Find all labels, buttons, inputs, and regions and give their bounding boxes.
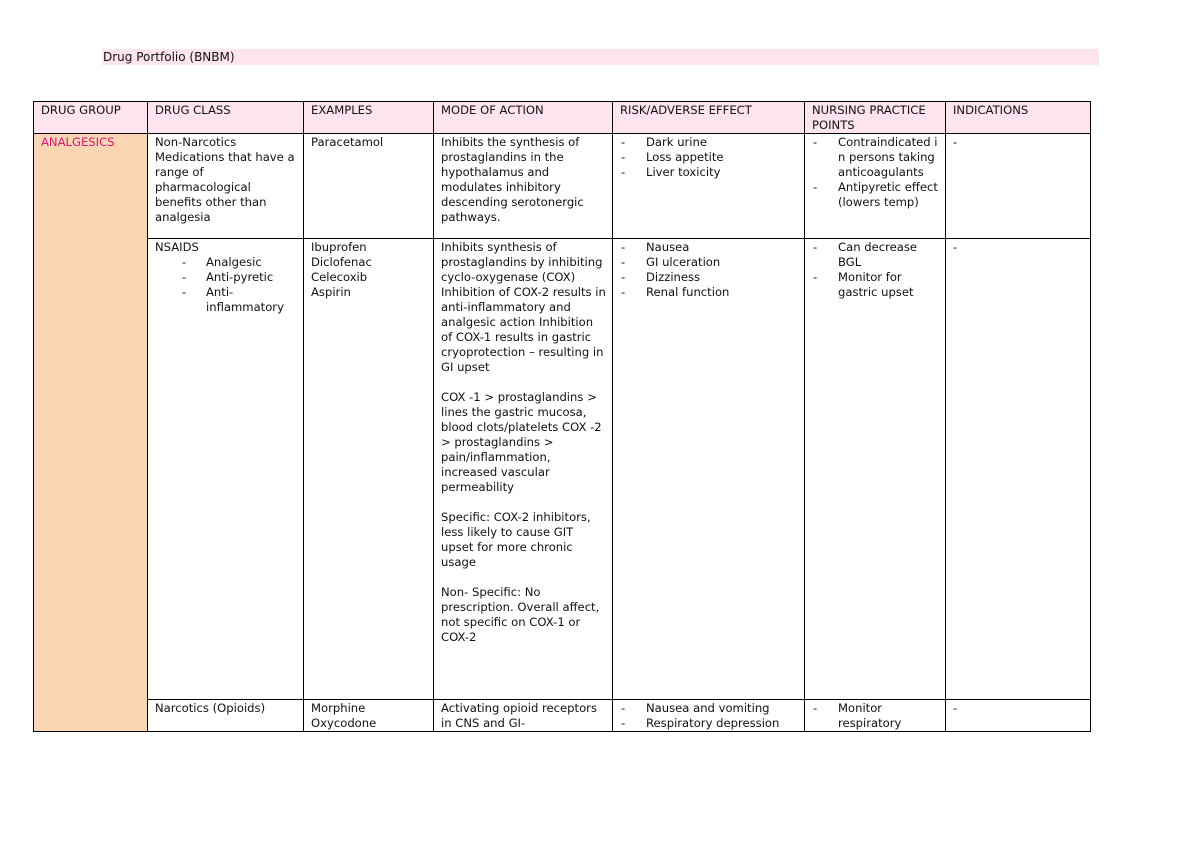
risk-item: - Dark urine [620, 135, 798, 150]
table-row [34, 239, 1091, 700]
risk-list [620, 701, 798, 731]
drug-class-text: Non-Narcotics Medications that have a range of pharmacological benefits other than analgesia [155, 135, 295, 224]
indications-text: - [953, 701, 958, 715]
table-row [34, 134, 1091, 239]
nursing-item: - Can decrease BGL [812, 240, 939, 270]
mode-of-action-cell [434, 239, 613, 700]
mode-of-action-text: Activating opioid receptors in CNS and GI- [441, 701, 597, 730]
risk-item: - Loss appetite [620, 150, 798, 165]
drug-class-sublist [155, 255, 297, 315]
drug-group-cell [34, 134, 148, 732]
document-title: Drug Portfolio (BNBM) [103, 50, 235, 64]
drug-class-subitem: - Anti-inflammatory [182, 285, 297, 315]
indications-cell [946, 134, 1091, 239]
indications-cell [946, 239, 1091, 700]
examples-cell [304, 134, 434, 239]
mode-of-action-text: Non- Specific: No prescription. Overall affect, not specific on COX-1 or COX-2 [441, 585, 600, 644]
drug-class-cell [148, 239, 304, 700]
mode-of-action-cell [434, 134, 613, 239]
header-drug-group: DRUG GROUP [34, 102, 148, 134]
risk-cell [613, 239, 805, 700]
nursing-cell [805, 134, 946, 239]
risk-item: - Dizziness [620, 270, 798, 285]
header-mode-of-action: MODE OF ACTION [434, 102, 613, 134]
example-item: Diclofenac [311, 255, 372, 269]
header-indications: INDICATIONS [946, 102, 1091, 134]
risk-item: - Nausea and vomiting [620, 701, 798, 716]
indications-cell [946, 700, 1091, 732]
risk-item: - Respiratory depression [620, 716, 798, 731]
drug-class-text: Narcotics (Opioids) [155, 701, 266, 715]
risk-cell [613, 134, 805, 239]
indications-text: - [953, 240, 958, 254]
drug-class-subitem: - Analgesic [182, 255, 297, 270]
nursing-list [812, 701, 939, 731]
risk-item: - Renal function [620, 285, 798, 300]
mode-of-action-cell [434, 700, 613, 732]
risk-list [620, 240, 798, 300]
table-row [34, 700, 1091, 732]
risk-item: - Nausea [620, 240, 798, 255]
example-item: Aspirin [311, 285, 351, 299]
nursing-item: - Monitor respiratory [812, 701, 939, 731]
table-header-row [34, 102, 1091, 134]
example-item: Celecoxib [311, 270, 368, 284]
examples-cell [304, 700, 434, 732]
drug-class-cell [148, 700, 304, 732]
example-item: Morphine [311, 701, 366, 715]
drug-class-text: NSAIDS [155, 240, 199, 254]
header-drug-class: DRUG CLASS [148, 102, 304, 134]
nursing-cell [805, 700, 946, 732]
drug-group-label: ANALGESICS [41, 135, 115, 149]
drug-class-cell [148, 134, 304, 239]
risk-item: - GI ulceration [620, 255, 798, 270]
risk-cell [613, 700, 805, 732]
indications-text: - [953, 135, 958, 149]
header-risk-adverse-effect: RISK/ADVERSE EFFECT [613, 102, 805, 134]
example-item: Paracetamol [311, 135, 384, 149]
examples-cell [304, 239, 434, 700]
mode-of-action-text: COX -1 > prostaglandins > lines the gastric mucosa, blood clots/platelets COX -2 > prostaglandins > pain/inflammation, increased vascular permeability [441, 390, 602, 494]
risk-list [620, 135, 798, 180]
document-title-bar [102, 49, 1099, 65]
nursing-item: - Monitor for gastric upset [812, 270, 939, 300]
drug-class-subitem: - Anti-pyretic [182, 270, 297, 285]
header-nursing-practice-points: NURSING PRACTICE POINTS [805, 102, 946, 134]
nursing-list [812, 135, 939, 210]
nursing-cell [805, 239, 946, 700]
mode-of-action-text: Specific: COX-2 inhibitors, less likely to cause GIT upset for more chronic usage [441, 510, 591, 569]
nursing-item: - Contraindicated in persons taking anticoagulants [812, 135, 939, 180]
mode-of-action-text: Inhibits the synthesis of prostaglandins in the hypothalamus and modulates inhibitory descending serotonergic pathways. [441, 135, 584, 224]
risk-item: - Liver toxicity [620, 165, 798, 180]
nursing-item: - Antipyretic effect (lowers temp) [812, 180, 939, 210]
nursing-list [812, 240, 939, 300]
drug-portfolio-table [33, 101, 1091, 732]
example-item: Ibuprofen [311, 240, 367, 254]
example-item: Oxycodone [311, 716, 377, 730]
mode-of-action-text: Inhibits synthesis of prostaglandins by inhibiting cyclo-oxygenase (COX) Inhibition of COX-2 results in anti-inflammatory and analgesic action Inhibition of COX-1 results in gastric cryoprotection – resulting in GI upset [441, 240, 606, 374]
header-examples: EXAMPLES [304, 102, 434, 134]
